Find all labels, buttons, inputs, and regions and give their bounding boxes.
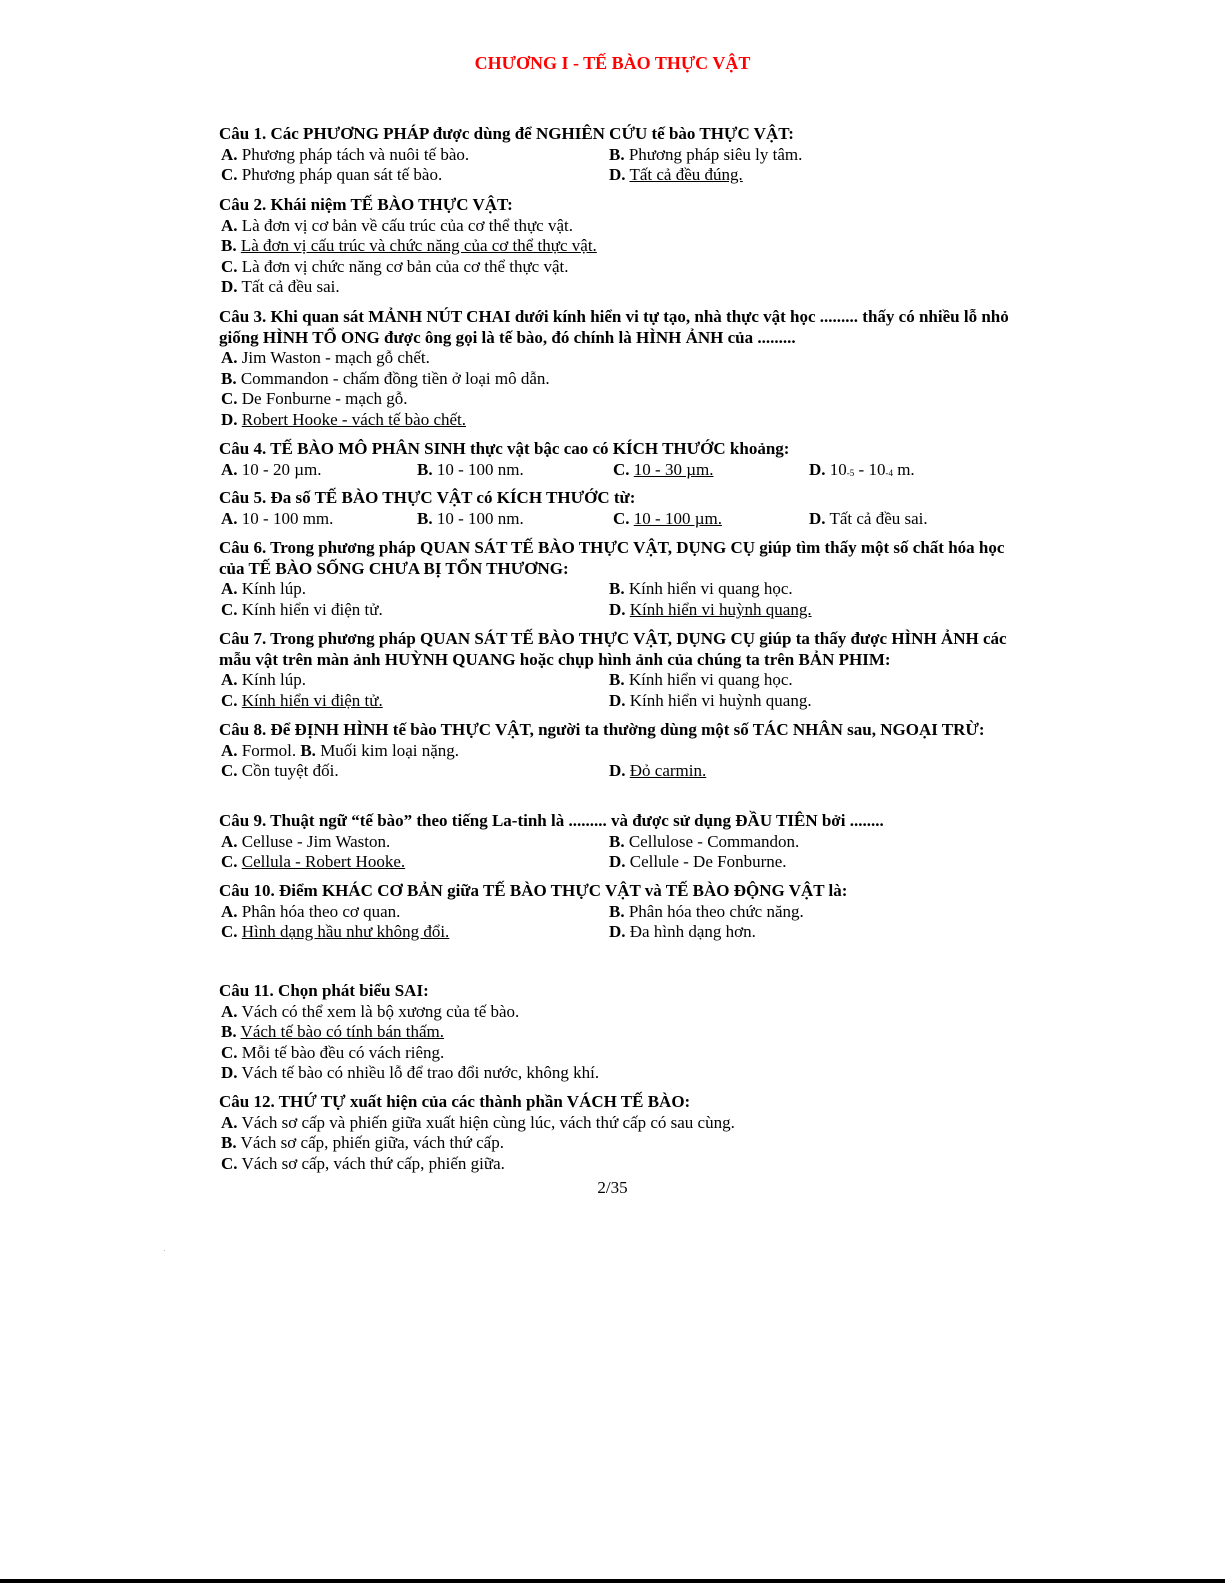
option-a: A. Là đơn vị cơ bản về cấu trúc của cơ thể thực vật. [221,215,573,235]
question-6 [219,538,1009,620]
question-stem: Câu 4. TẾ BÀO MÔ PHÂN SINH thực vật bậc cao có KÍCH THƯỚC khoảng: [219,439,790,458]
option-b: B. Cellulose - Commandon. [609,831,800,851]
option-b: B. Commandon - chấm đồng tiền ở loại mô dẫn. [221,368,550,388]
option-d: D. Cellule - De Fonburne. [609,852,787,872]
question-stem: Câu 11. Chọn phát biểu SAI: [219,981,429,1000]
question-7 [219,629,1009,711]
option-a: A. Jim Waston - mạch gỗ chết. [221,348,430,368]
question-8 [219,720,1009,782]
question-stem: Câu 3. Khi quan sát MẢNH NÚT CHAI dưới kính hiển vi tự tạo, nhà thực vật học ......... thấy có nhiều lỗ nhỏ giống HÌNH TỔ ONG được ông gọi là tế bào, đó chính là HÌNH ẢNH của ......... [219,307,1009,347]
option-a: A. Formol. [221,740,297,760]
option-a: A. Kính lúp. [221,579,307,599]
question-4 [219,439,1009,483]
option-a: A. 10 - 100 mm. [221,508,334,528]
option-d-correct: D. Robert Hooke - vách tế bào chết. [221,409,467,429]
option-b: B. 10 - 100 nm. [417,508,524,528]
option-a: A. Phương pháp tách và nuôi tế bào. [221,144,470,164]
option-c-correct: C. 10 - 30 µm. [613,459,714,479]
option-d: D. Tất cả đều sai. [809,508,928,528]
question-3 [219,307,1009,431]
option-c: C. Mỗi tế bào đều có vách riêng. [221,1042,445,1062]
question-stem: Câu 8. Để ĐỊNH HÌNH tế bào THỰC VẬT, người ta thường dùng một số TÁC NHÂN sau, NGOẠI TRỪ: [219,720,985,739]
option-b: B. Phương pháp siêu ly tâm. [609,144,803,164]
option-c: C. Là đơn vị chức năng cơ bản của cơ thể thực vật. [221,256,569,276]
question-stem: Câu 1. Các PHƯƠNG PHÁP được dùng để NGHIÊN CỨU tế bào THỰC VẬT: [219,124,794,143]
option-c: C. Phương pháp quan sát tế bào. [221,165,443,185]
option-d-correct: D. Đỏ carmin. [609,761,707,781]
option-c: C. De Fonburne - mạch gỗ. [221,389,408,409]
option-a: A. 10 - 20 µm. [221,459,322,479]
option-b-correct: B. Là đơn vị cấu trúc và chức năng của cơ thể thực vật. [221,236,597,256]
option-c-correct: C. 10 - 100 µm. [613,508,722,528]
question-1 [219,124,1009,186]
option-d: D. Đa hình dạng hơn. [609,922,756,942]
question-11 [219,981,1009,1084]
option-b: B. Vách sơ cấp, phiến giữa, vách thứ cấp. [221,1133,504,1153]
question-stem: Câu 6. Trong phương pháp QUAN SÁT TẾ BÀO THỰC VẬT, DỤNG CỤ giúp tìm thấy một số chất hóa học của TẾ BÀO SỐNG CHƯA BỊ TỔN THƯƠNG: [219,538,1005,578]
option-a: A. Kính lúp. [221,670,307,690]
option-a: A. Phân hóa theo cơ quan. [221,901,401,921]
speck [164,1250,165,1251]
question-stem: Câu 7. Trong phương pháp QUAN SÁT TẾ BÀO THỰC VẬT, DỤNG CỤ giúp ta thấy được HÌNH ẢNH các mẫu vật trên màn ảnh HUỲNH QUANG hoặc chụp hình ảnh của chúng ta trên BẢN PHIM: [219,629,1007,669]
option-a: A. Celluse - Jim Waston. [221,831,391,851]
option-d-correct: D. Kính hiển vi huỳnh quang. [609,599,812,619]
question-stem: Câu 10. Điểm KHÁC CƠ BẢN giữa TẾ BÀO THỰC VẬT và TẾ BÀO ĐỘNG VẬT là: [219,881,848,900]
question-9 [219,811,1009,873]
option-b-correct: B. Vách tế bào có tính bán thấm. [221,1022,445,1042]
option-a: A. Vách có thể xem là bộ xương của tế bào. [221,1001,520,1021]
question-12 [219,1092,1009,1174]
option-b: B. Phân hóa theo chức năng. [609,901,804,921]
question-stem: Câu 12. THỨ TỰ xuất hiện của các thành phần VÁCH TẾ BÀO: [219,1092,691,1111]
option-d: D. $10_{-5} - 10_{-4}$ m. [809,459,915,479]
option-c-correct: C. Kính hiển vi điện tử. [221,690,383,710]
option-d-correct: D. Tất cả đều đúng. [609,165,743,185]
option-b: B. Kính hiển vi quang học. [609,670,793,690]
option-b: B. Muối kim loại nặng. [300,740,460,760]
option-d: D. Tất cả đều sai. [221,277,340,297]
chapter-title: CHƯƠNG I - TẾ BÀO THỰC VẬT [474,53,751,73]
question-2 [219,195,1009,298]
question-stem: Câu 9. Thuật ngữ “tế bào” theo tiếng La-tinh là ......... và được sử dụng ĐẦU TIÊN bởi ........ [219,811,884,830]
option-c: C. Cồn tuyệt đối. [221,761,339,781]
option-d: D. Vách tế bào có nhiều lỗ để trao đổi nước, không khí. [221,1063,600,1083]
option-d: D. Kính hiển vi huỳnh quang. [609,690,812,710]
option-c-correct: C. Hình dạng hầu như không đổi. [221,922,450,942]
question-10 [219,881,1009,943]
page-number: 2/35 [597,1178,628,1197]
question-stem: Câu 2. Khái niệm TẾ BÀO THỰC VẬT: [219,195,513,214]
option-c: C. Vách sơ cấp, vách thứ cấp, phiến giữa. [221,1153,505,1173]
question-stem: Câu 5. Đa số TẾ BÀO THỰC VẬT có KÍCH THƯỚC từ: [219,488,636,507]
question-5 [219,488,1009,529]
bottom-border [0,1579,1225,1583]
option-c: C. Kính hiển vi điện tử. [221,599,383,619]
option-a: A. Vách sơ cấp và phiến giữa xuất hiện cùng lúc, vách thứ cấp có sau cùng. [221,1112,735,1132]
option-c-correct: C. Cellula - Robert Hooke. [221,852,406,872]
option-b: B. Kính hiển vi quang học. [609,579,793,599]
option-b: B. 10 - 100 nm. [417,459,524,479]
